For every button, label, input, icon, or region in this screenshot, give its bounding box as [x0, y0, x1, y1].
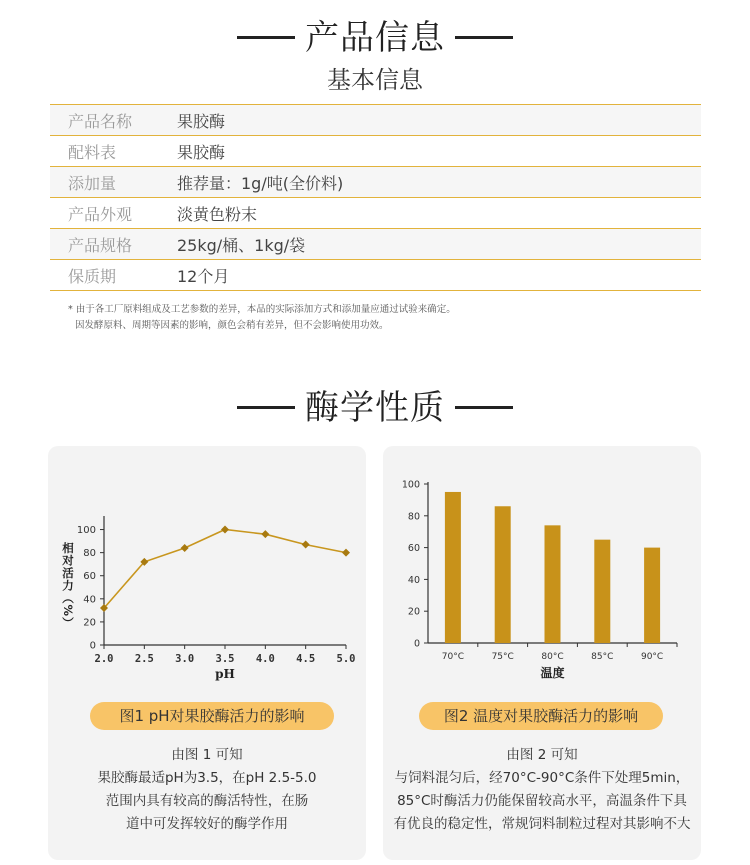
data-point — [342, 549, 350, 557]
temperature-chart-card — [383, 446, 701, 860]
x-tick-label: 75°C — [491, 652, 514, 662]
description-head: 由图 2 可知 — [506, 747, 578, 763]
bar — [594, 540, 610, 643]
bar — [495, 506, 511, 643]
table-row — [50, 260, 701, 291]
data-point — [261, 530, 269, 538]
y-tick-label: 40 — [407, 574, 420, 586]
x-axis-label: pH — [215, 667, 235, 681]
title-dash-right — [455, 36, 513, 39]
chart-caption: 图1 pH对果胶酶活力的影响 — [90, 702, 334, 730]
row-label: 添加量 — [50, 167, 177, 198]
x-tick-label: 80°C — [541, 652, 564, 662]
y-axis-label: 相对活力（%） — [61, 542, 75, 630]
data-point — [302, 541, 310, 549]
row-label: 产品名称 — [50, 105, 177, 136]
chart-description — [48, 744, 366, 836]
chart-caption: 图2 温度对果胶酶活力的影响 — [419, 702, 663, 730]
table-row — [50, 229, 701, 260]
x-tick-label: 90°C — [640, 652, 664, 662]
row-value: 12个月 — [177, 260, 701, 291]
x-tick-label: 70°C — [441, 652, 465, 662]
row-label: 配料表 — [50, 136, 177, 167]
description-line: 范围内具有较高的酶活特性，在肠 — [105, 793, 309, 809]
x-tick-label: 4.5 — [296, 653, 316, 665]
row-value: 淡黄色粉末 — [177, 198, 701, 229]
x-tick-label: 85°C — [591, 652, 614, 662]
section-title-product-info — [0, 14, 750, 62]
y-tick-label: 20 — [83, 617, 96, 629]
bar — [545, 525, 561, 643]
y-tick-label: 0 — [89, 640, 96, 652]
section-title-text: 产品信息 — [305, 18, 445, 58]
row-label: 产品规格 — [50, 229, 177, 260]
table-row — [50, 136, 701, 167]
description-line: 果胶酶最适pH为3.5，在pH 2.5-5.0 — [97, 770, 317, 786]
x-tick-label: 3.5 — [215, 653, 235, 665]
series-line — [104, 530, 346, 609]
x-tick-label: 2.5 — [134, 653, 154, 665]
title-dash-left — [237, 36, 295, 39]
description-line: 85°C时酶活力仍能保留较高水平，高温条件下具 — [397, 793, 687, 809]
row-value: 果胶酶 — [177, 105, 701, 136]
x-tick-label: 2.0 — [94, 653, 114, 665]
title-dash-right — [455, 406, 513, 409]
bar — [644, 548, 660, 643]
ph-chart-card — [48, 446, 366, 860]
y-tick-label: 80 — [407, 511, 420, 523]
y-tick-label: 100 — [401, 479, 420, 491]
y-tick-label: 40 — [83, 594, 96, 606]
description-line: 道中可发挥较好的酶学作用 — [126, 816, 288, 832]
y-tick-label: 60 — [83, 571, 96, 583]
y-tick-label: 20 — [407, 606, 420, 618]
temperature-activity-bar-chart — [383, 446, 701, 696]
table-row — [50, 167, 701, 198]
x-axis-label: 温度 — [540, 666, 565, 680]
row-value: 果胶酶 — [177, 136, 701, 167]
table-row — [50, 105, 701, 136]
row-value: 推荐量：1g/吨(全价料) — [177, 167, 701, 198]
description-head: 由图 1 可知 — [171, 747, 243, 763]
table-row — [50, 198, 701, 229]
section-title-enzyme-properties — [0, 384, 750, 432]
row-label: 保质期 — [50, 260, 177, 291]
x-tick-label: 5.0 — [336, 653, 356, 665]
description-line: 与饲料混匀后，经70°C-90°C条件下处理5min， — [394, 770, 690, 786]
row-value: 25kg/桶、1kg/袋 — [177, 229, 701, 260]
y-tick-label: 80 — [83, 548, 96, 560]
ph-activity-line-chart — [48, 446, 366, 696]
row-label: 产品外观 — [50, 198, 177, 229]
y-tick-label: 60 — [407, 543, 420, 555]
x-tick-label: 3.0 — [175, 653, 195, 665]
footnote-line: * 由于各工厂原料组成及工艺参数的差异，本品的实际添加方式和添加量应通过试验来确定。 — [68, 304, 456, 315]
y-tick-label: 100 — [76, 525, 96, 537]
bar — [445, 492, 461, 643]
data-point — [181, 544, 189, 552]
chart-description — [383, 744, 701, 836]
footnote — [68, 302, 456, 334]
y-tick-label: 0 — [413, 638, 420, 650]
data-point — [221, 526, 229, 534]
description-line: 有优良的稳定性，常规饲料制粒过程对其影响不大 — [393, 816, 691, 832]
footnote-line: 因发酵原料、周期等因素的影响，颜色会稍有差异，但不会影响使用功效。 — [75, 320, 389, 331]
title-dash-left — [237, 406, 295, 409]
section-subtitle: 基本信息 — [327, 66, 423, 94]
x-tick-label: 4.0 — [255, 653, 275, 665]
basic-info-table — [50, 104, 701, 291]
section-title-text: 酶学性质 — [305, 388, 445, 428]
